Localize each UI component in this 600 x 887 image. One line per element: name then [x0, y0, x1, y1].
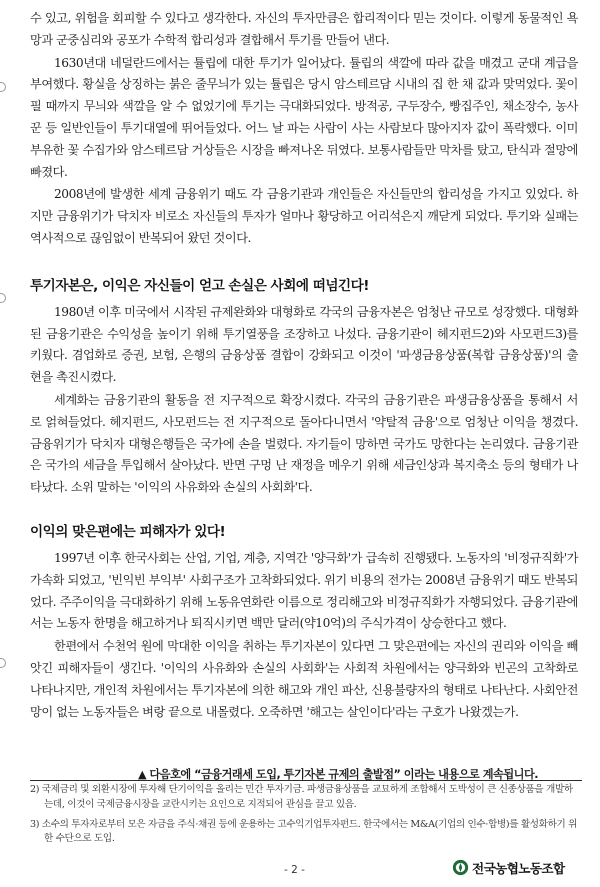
footnote: 2) 국제금리 및 외환시장에 투자해 단기이익을 올리는 민간 투자기금. 파생금융상품을 교묘하게 조합해서 도박성이 큰 신종상품을 개발하는데, 이것이 국제금융시장을 교란시키는 요인으로 지적되어 관심을 끌고 있음. [30, 784, 573, 810]
paragraph: 2008년에 발생한 세계 금융위기 때도 각 금융기관과 개인들은 자신들만의 합리성을 가지고 있었다. 하지만 금융위기가 닥치자 비로소 자신들의 투자가 얼마나 황당하고 어리석은지 깨닫게 되었다. 투기와 실패는 역사적으로 끊임없이 반복되어 왔던 것이다. [30, 187, 578, 245]
binder-hole-mark [0, 82, 6, 92]
paragraph: 세계화는 금융기관의 활동을 전 지구적으로 확장시켰다. 각국의 금융기관은 파생금융상품을 통해서 서로 얽혀들었다. 헤지펀드, 사모펀드는 전 지구적으로 돌아다니면서 '약탈적 금융'으로 엄청난 이익을 챙겼다. 금융위기가 닥치자 대형은행들은 국가에 손을 벌렸다. 자기들이 망하면 국가도 망한다는 논리였다. 금융기관은 국가의 세금을 투입해서 살아났다. 반면 구멍 난 재정을 메우기 위해 세금인상과 복지축소 등의 형태가 나타났다. 소위 말하는 '이익의 사유화와 손실의 사회화'다. [30, 392, 578, 495]
paragraph: 한편에서 수천억 원에 막대한 이익을 취하는 투기자본이 있다면 그 맞은편에는 자신의 권리와 이익을 빼앗긴 피해자들이 생긴다. '이익의 사유화와 손실의 사회화'는 사회적 차원에서는 양극화와 빈곤의 고착화로 나타나지만, 개인적 차원에서는 투기자본에 의한 해고와 개인 파산, 신용불량자의 형태로 나타난다. 사회안전망이 없는 노동자들은 벼랑 끝으로 내몰렸다. 오죽하면 '해고는 살인이다'라는 구호가 나왔겠는가. [30, 639, 578, 719]
section-heading: 이익의 맞은편에는 피해자가 있다! [30, 523, 226, 540]
paragraph: 1630년대 네덜란드에서는 튤립에 대한 투기가 일어났다. 튤립의 색깔에 따라 값을 매겼고 군대 계급을 부여했다. 황실을 상징하는 붉은 줄무늬가 있는 튤립은 당시 암스테르담 시내의 집 한 채 값과 맞먹었다. 꽃이 필 때까지 무늬와 색깔을 알 수 없었기에 투기는 극대화되었다. 방적공, 구두장수, 빵집주인, 채소장수, 농사꾼 등 일반인들이 투기대열에 뛰어들었다. 어느 날 파는 사람이 사는 사람보다 많아지자 값이 폭락했다. 이미 부유한 꽃 수집가와 암스테르담 거상들은 시장을 빠져나온 뒤였다. 보통사람들만 막차를 탔고, 탄식과 절망에 빠졌다. [30, 55, 578, 179]
union-emblem-icon [452, 859, 469, 876]
footnote-divider [30, 780, 582, 781]
binder-hole-mark [0, 658, 6, 668]
footnote: 3) 소수의 투자자로부터 모은 자금을 주식·채권 등에 운용하는 고수익기업투자펀드. 한국에서는 M&A(기업의 인수·합병)를 활성화하기 위한 수단으로 도입. [30, 818, 578, 845]
page-number: - 2 - [284, 864, 305, 876]
section-heading: 투기자본은, 이익은 자신들이 얻고 손실은 사회에 떠넘긴다! [30, 277, 369, 294]
paragraph: 1997년 이후 한국사회는 산업, 기업, 계층, 지역간 '양극화'가 급속히 진행됐다. 노동자의 '비정규직화'가 가속화 되었고, '빈익빈 부익부' 사회구조가 고착화되었다. 위기 비용의 전가는 2008년 금융위기 때도 반복되었다. 주주이익을 극대화하기 위해 노동유연화란 이름으로 정리해고와 비정규직화가 자행되었다. 금융기관에서는 노동자 한명을 해고하거나 퇴직시키면 백만 달러(약10억)의 주식가격이 상승한다고 했다. [30, 550, 578, 631]
article-body [30, 8, 578, 724]
organization-name: 전국농협노동조합 [472, 861, 565, 876]
binder-hole-mark [0, 293, 6, 303]
organization-logo [452, 858, 565, 877]
footnotes [30, 783, 578, 852]
paragraph: 수 있고, 위험을 회피할 수 있다고 생각한다. 자신의 투자만큼은 합리적이다 믿는 것이다. 이렇게 동물적인 욕망과 군중심리와 공포가 수학적 합리성과 결합해서 투기를 만들어 낸다. [30, 11, 578, 47]
paragraph: 1980년 이후 미국에서 시작된 규제완화와 대형화로 각국의 금융자본은 엄청난 규모로 성장했다. 대형화된 금융기관은 수익성을 높이기 위해 투기열풍을 조장하고 나섰다. 금융기관이 헤지펀드2)와 사모펀드3)를 키웠다. 겸업화로 증권, 보험, 은행의 금융상품 결합이 강화되고 이것이 '파생금융상품(복합 금융상품)'의 출현을 촉진시켰다. [30, 304, 578, 385]
continuation-notice: ▲ 다음호에 “금융거래세 도입, 투기자본 규제의 출발점” 이라는 내용으로 계속됩니다. [138, 768, 538, 781]
